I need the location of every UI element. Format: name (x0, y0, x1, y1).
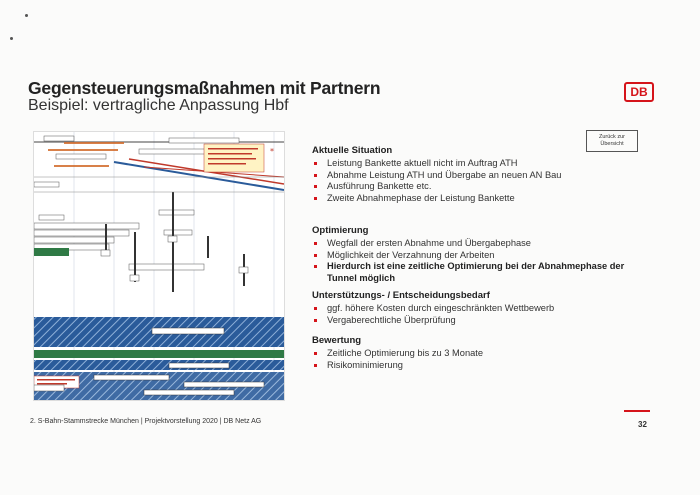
bullet-list (312, 238, 642, 284)
list-item: Risikominimierung (312, 360, 642, 372)
back-to-overview-button[interactable]: Zurück zur Übersicht (586, 130, 638, 152)
list-item: Zeitliche Optimierung bis zu 3 Monate (312, 348, 642, 360)
list-item: ggf. höhere Kosten durch eingeschränkten Wettbewerb (312, 303, 642, 315)
scan-mark (10, 37, 13, 40)
list-item: Hierdurch ist eine zeitliche Optimierung bei der Abnahmephase der Tunnel möglich (312, 261, 642, 284)
page-accent-bar (624, 410, 650, 412)
bullet-list (312, 158, 642, 204)
list-item: Wegfall der ersten Abnahme und Übergabephase (312, 238, 642, 250)
section-heading: Aktuelle Situation (312, 145, 393, 156)
svg-text:*: * (270, 147, 274, 156)
db-logo: DB (624, 82, 654, 102)
bullet-list (312, 348, 642, 371)
list-item: Möglichkeit der Verzahnung der Arbeiten (312, 250, 642, 262)
section-evaluation (312, 335, 642, 371)
list-item: Vergaberechtliche Überprüfung (312, 315, 642, 327)
list-item: Ausführung Bankette etc. (312, 181, 642, 193)
footer-text: 2. S-Bahn-Stammstrecke München | Projektvorstellung 2020 | DB Netz AG (30, 418, 262, 425)
list-item: Zweite Abnahmephase der Leistung Bankette (312, 193, 642, 205)
schedule-plan-image (33, 131, 285, 401)
slide-subtitle: Beispiel: vertragliche Anpassung Hbf (28, 97, 289, 114)
scan-mark (25, 14, 28, 17)
list-item: Abnahme Leistung ATH und Übergabe an neuen AN Bau (312, 170, 642, 182)
slide-title: Gegensteuerungsmaßnahmen mit Partnern (28, 78, 381, 98)
section-optimization (312, 225, 642, 284)
section-heading: Bewertung (312, 335, 362, 346)
list-item: Leistung Bankette aktuell nicht im Auftrag ATH (312, 158, 642, 170)
section-support-decision (312, 290, 642, 326)
section-heading: Optimierung (312, 225, 369, 236)
section-heading: Unterstützungs- / Entscheidungsbedarf (312, 290, 490, 301)
section-current-situation (312, 145, 642, 204)
bullet-list (312, 303, 642, 326)
page-number: 32 (638, 420, 647, 429)
